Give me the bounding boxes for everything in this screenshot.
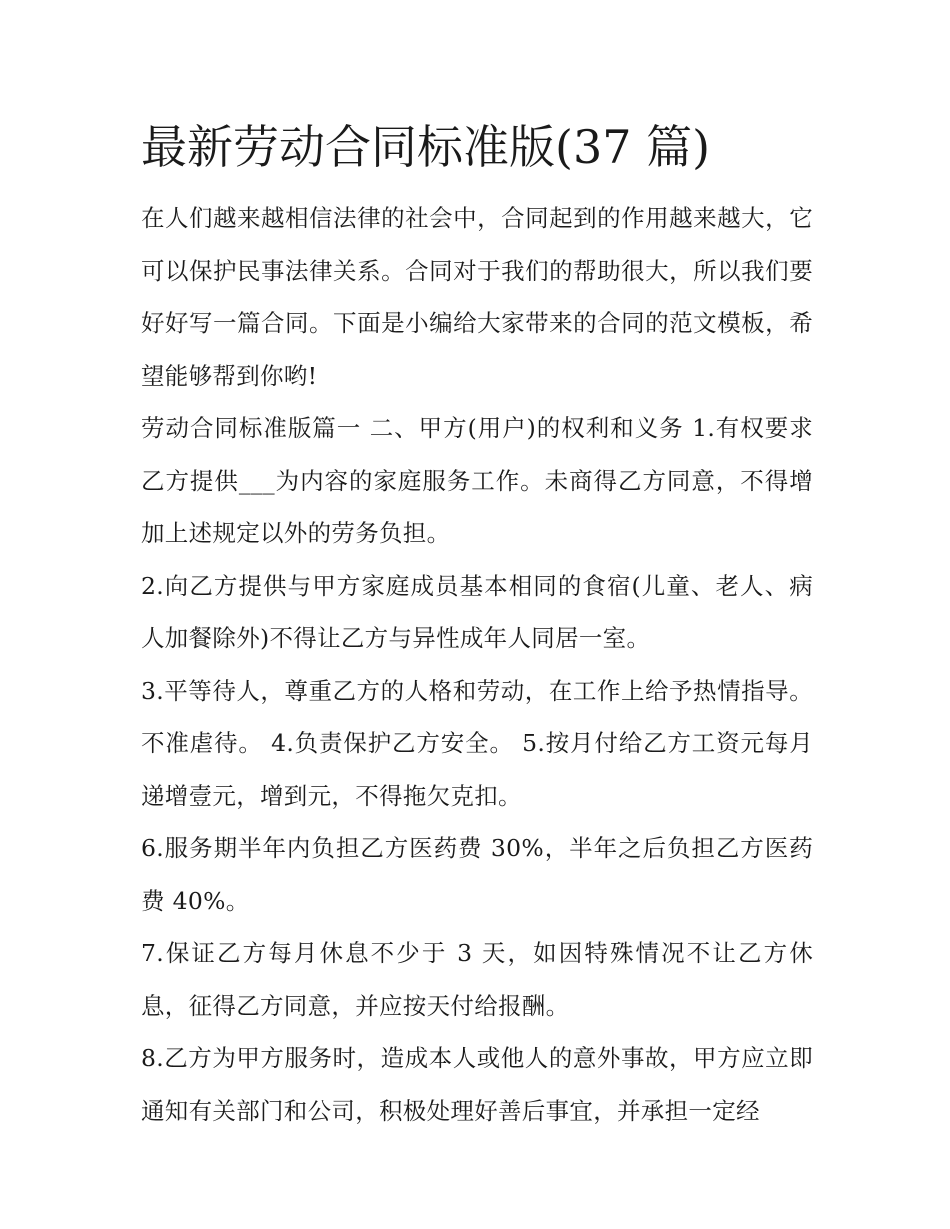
paragraph-item-6: 6.服务期半年内负担乙方医药费 30%，半年之后负担乙方医药费 40%。 xyxy=(141,834,813,915)
paragraph-item-3-5: 3.平等待人，尊重乙方的人格和劳动，在工作上给予热情指导。不准虐待。 4.负责保护乙方安全。 5.按月付给乙方工资元每月递增壹元，增到元，不得拖欠克扣。 xyxy=(141,676,813,810)
paragraph-item-7: 7.保证乙方每月休息不少于 3 天，如因特殊情况不让乙方休息，征得乙方同意，并应按天付给报酬。 xyxy=(141,939,813,1020)
document-page xyxy=(141,112,813,1137)
paragraph-intro: 在人们越来越相信法律的社会中，合同起到的作用越来越大，它可以保护民事法律关系。合同对于我们的帮助很大，所以我们要好好写一篇合同。下面是小编给大家带来的合同的范文模板，希望能够帮到你哟! xyxy=(141,204,813,390)
paragraph-section-1: 劳动合同标准版篇一 二、甲方(用户)的权利和义务 1.有权要求乙方提供___为内容的家庭服务工作。未商得乙方同意，不得增加上述规定以外的劳务负担。 xyxy=(141,414,813,547)
document-title: 最新劳动合同标准版(37 篇) xyxy=(141,120,711,174)
paragraph-item-8: 8.乙方为甲方服务时，造成本人或他人的意外事故，甲方应立即通知有关部门和公司，积极处理好善后事宜，并承担一定经 xyxy=(141,1044,813,1125)
paragraph-item-2: 2.向乙方提供与甲方家庭成员基本相同的食宿(儿童、老人、病人加餐除外)不得让乙方与异性成年人同居一室。 xyxy=(141,571,813,652)
